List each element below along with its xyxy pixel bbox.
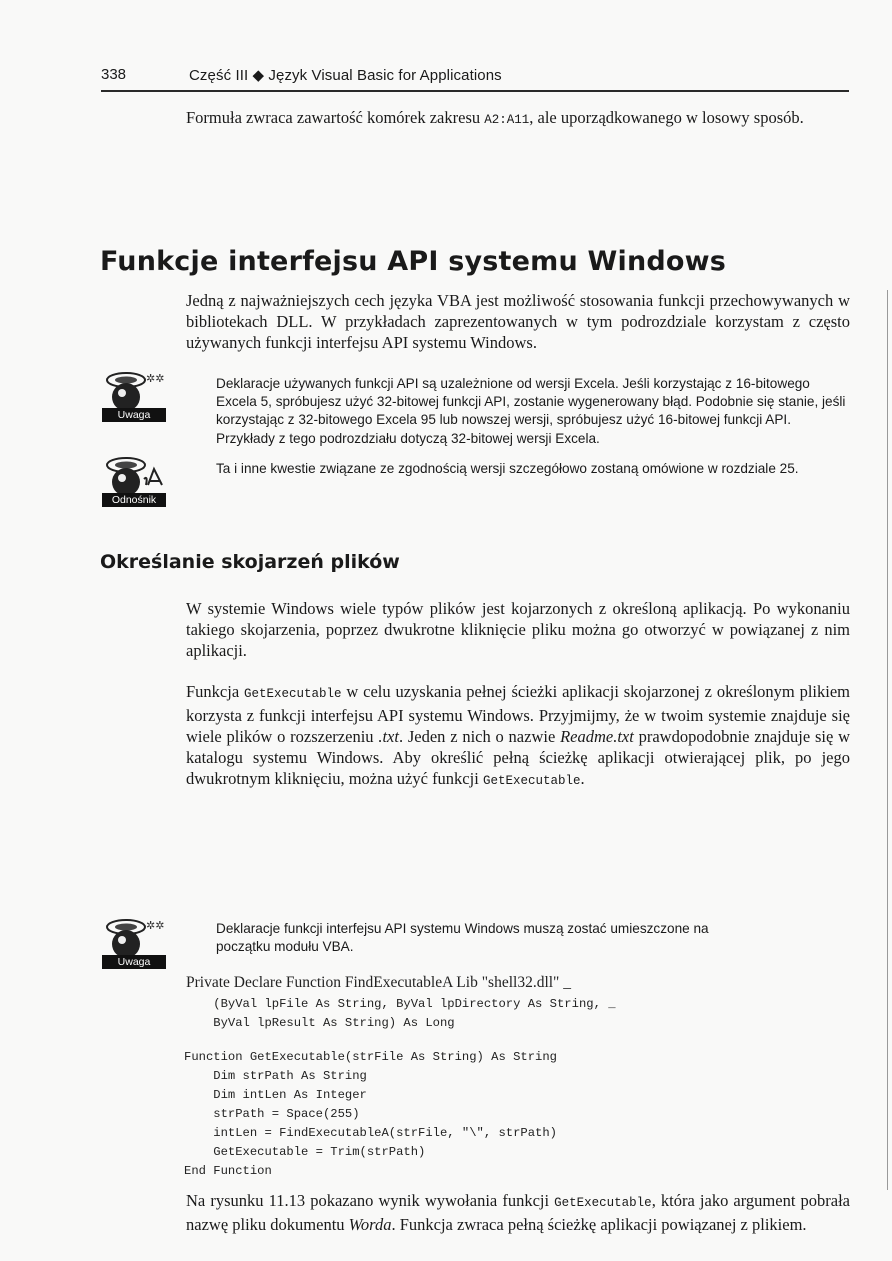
icon-label: Odnośnik: [102, 493, 166, 507]
note-uwaga-2: Deklaracje funkcji interfejsu API systemu Windows muszą zostać umieszczone na początku modułu VBA.: [216, 921, 709, 955]
section-paragraph: Jedną z najważniejszych cech języka VBA jest możliwość stosowania funkcji przechowywanych w bibliotekach DLL. W przykładach zaprezentowanych w tym podrozdziale korzystam z często używanych funkcji interfejsu API systemu Windows.: [186, 291, 850, 352]
header-rule: [101, 90, 849, 92]
running-head: Część III ◆ Język Visual Basic for Applications: [189, 67, 502, 84]
note-icon-uwaga: [102, 913, 182, 969]
page-number: 338: [101, 66, 127, 83]
function-name-code: GetExecutable: [554, 1196, 652, 1210]
code-line: strPath = Space(255): [184, 1107, 360, 1121]
note-icon-odnosnik: [102, 451, 182, 507]
note-icon: [102, 913, 182, 957]
page-edge-shadow: [887, 290, 888, 1190]
note-odnosnik: Ta i inne kwestie związane ze zgodnością wersji szczegółowo zostaną omówione w rozdziale 25.: [216, 461, 799, 476]
icon-label: Uwaga: [102, 408, 166, 422]
code-line: Private Declare Function FindExecutableA Lib "shell32.dll" _: [186, 974, 572, 991]
paragraph-getexecutable: Funkcja GetExecutable w celu uzyskania pełnej ścieżki aplikacji skojarzonej z określonym plikiem korzysta z funkcji interfejsu API systemu Windows. Przyjmijmy, że w twoim systemie znajduje się wiele plików o rozszerzeniu .txt. Jeden z nich o nazwie Readme.txt prawdopodobnie znajduje się w katalogu systemu Windows. Aby określić pełną ścieżkę aplikacji otwierającej plik, po jego dwukrotnym kliknięciu, można użyć funkcji GetExecutable.: [186, 682, 850, 788]
note-icon-uwaga: [102, 366, 182, 422]
paragraph-associations: W systemie Windows wiele typów plików jest kojarzonych z określoną aplikacją. Po wykonaniu takiego skojarzenia, poprzez dwukrotne kliknięcie pliku można go otworzyć w powiązanej z nim aplikacji.: [186, 599, 850, 660]
reference-icon: [102, 451, 182, 495]
code-line: ByVal lpResult As String) As Long: [184, 1016, 455, 1030]
code-line: (ByVal lpFile As String, ByVal lpDirectory As String, _: [184, 997, 616, 1011]
code-line: Dim strPath As String: [184, 1069, 367, 1083]
icon-label: Uwaga: [102, 955, 166, 969]
range-code: A2:A11: [484, 113, 530, 127]
function-name-code: GetExecutable: [482, 774, 581, 788]
svg-text:✲✲: ✲✲: [146, 919, 165, 932]
code-line: GetExecutable = Trim(strPath): [184, 1145, 426, 1159]
note-uwaga-1: Deklaracje używanych funkcji API są uzależnione od wersji Excela. Jeśli korzystając z 16-bitowego Excela 5, spróbujesz użyć 32-bitowej funkcji API, zostanie wygenerowany błąd. Podobnie się stanie, jeśli korzystając z 32-bitowego Excela 95 lub nowszej wersji, spróbujesz użyć 16-bitowej funkcji API. Przykłady z tego podrozdziału dotyczą 32-bitowej wersji Excela.: [216, 376, 846, 446]
section-heading: Funkcje interfejsu API systemu Windows: [100, 246, 727, 277]
svg-text:✲✲: ✲✲: [146, 372, 165, 385]
note-icon: [102, 366, 182, 410]
function-name-code: GetExecutable: [244, 687, 342, 701]
intro-paragraph: Formuła zwraca zawartość komórek zakresu A2:A11, ale uporządkowanego w losowy sposób.: [186, 108, 804, 127]
subsection-heading: Określanie skojarzeń plików: [100, 551, 400, 573]
code-line: End Function: [184, 1164, 272, 1178]
final-paragraph: Na rysunku 11.13 pokazano wynik wywołania funkcji GetExecutable, która jako argument pobrała nazwę pliku dokumentu Worda. Funkcja zwraca pełną ścieżkę aplikacji powiązanej z plikiem.: [186, 1191, 850, 1234]
code-line: Function GetExecutable(strFile As String) As String: [184, 1050, 557, 1064]
code-line: intLen = FindExecutableA(strFile, "\", strPath): [184, 1126, 557, 1140]
page-header: [101, 62, 849, 94]
code-line: Dim intLen As Integer: [184, 1088, 367, 1102]
